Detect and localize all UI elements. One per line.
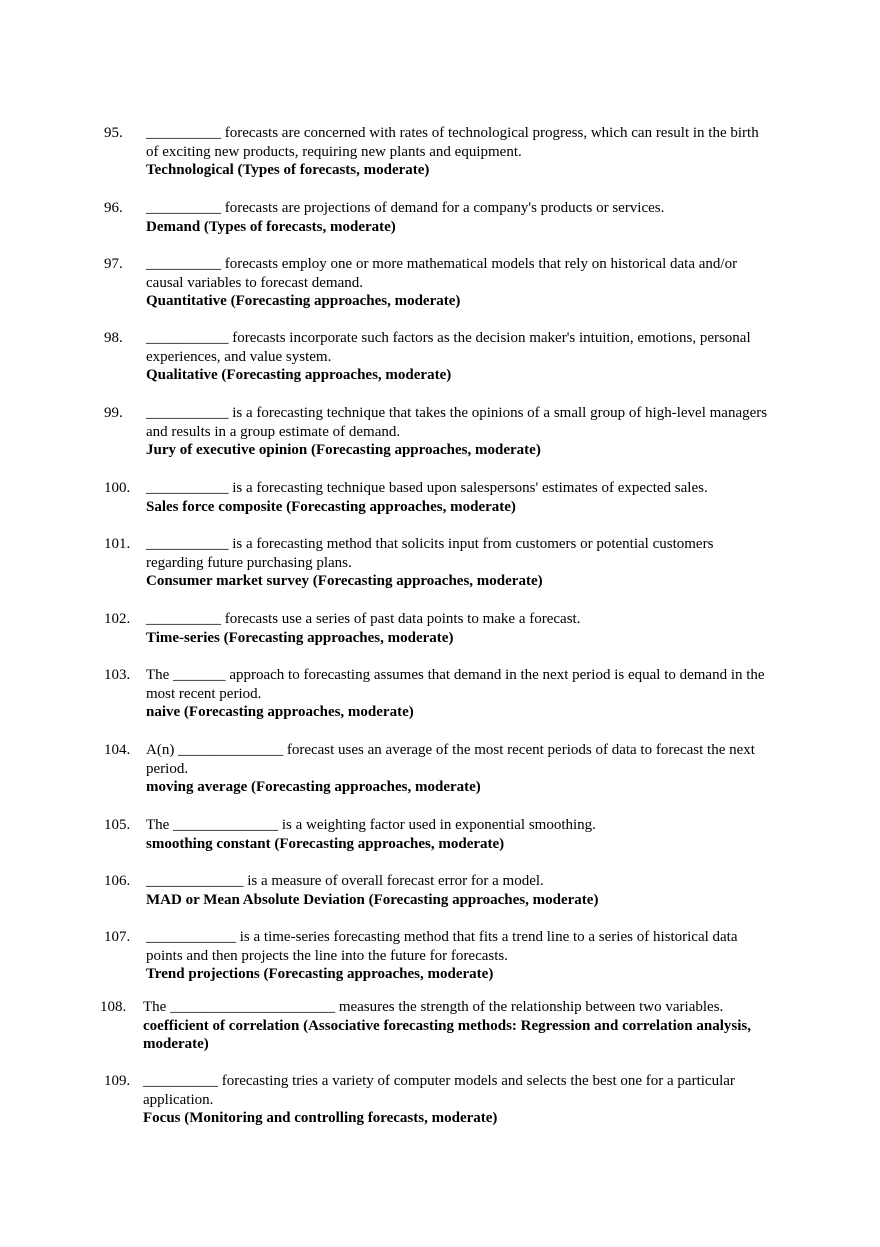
question-text: The ______________________ measures the strength of the relationship between two variables. — [143, 999, 724, 1015]
answer-text: moving average (Forecasting approaches, moderate) — [146, 779, 481, 795]
question-body — [146, 535, 774, 591]
question-number: 95. — [104, 125, 123, 141]
question-text: _____________ is a measure of overall forecast error for a model. — [146, 873, 544, 889]
question-number: 103. — [104, 667, 131, 683]
question-body — [143, 998, 771, 1054]
question-number: 98. — [104, 330, 123, 346]
question-body — [146, 816, 774, 853]
question-number: 102. — [104, 611, 131, 627]
answer-text: Qualitative (Forecasting approaches, moderate) — [146, 367, 452, 383]
answer-text: Trend projections (Forecasting approaches, moderate) — [146, 966, 494, 982]
question-text: ___________ is a forecasting method that solicits input from customers or potential customers regarding future purchasing plans. — [146, 536, 714, 571]
question-number: 108. — [100, 999, 127, 1015]
question-text: The ______________ is a weighting factor used in exponential smoothing. — [146, 817, 596, 833]
answer-text: MAD or Mean Absolute Deviation (Forecasting approaches, moderate) — [146, 891, 599, 908]
question-body — [146, 610, 774, 647]
answer-text: Time-series (Forecasting approaches, moderate) — [146, 629, 454, 646]
answer-text: Quantitative (Forecasting approaches, moderate) — [146, 293, 461, 309]
question-text: ___________ forecasts incorporate such factors as the decision maker's intuition, emotions, personal experiences, and value system. — [146, 330, 751, 365]
question-body — [146, 741, 774, 797]
question-text: __________ forecasting tries a variety of computer models and selects the best one for a particular application. — [143, 1073, 735, 1108]
question-text: A(n) ______________ forecast uses an average of the most recent periods of data to forecast the next period. — [146, 742, 755, 777]
question-body — [146, 199, 774, 236]
question-number: 101. — [104, 536, 131, 552]
answer-text: smoothing constant (Forecasting approaches, moderate) — [146, 835, 505, 852]
answer-text: Consumer market survey (Forecasting approaches, moderate) — [146, 573, 543, 589]
question-text: ___________ is a forecasting technique that takes the opinions of a small group of high-level managers and results in a group estimate of demand. — [146, 405, 768, 440]
answer-text: Jury of executive opinion (Forecasting approaches, moderate) — [146, 442, 541, 458]
question-text: ____________ is a time-series forecasting method that fits a trend line to a series of historical data points and then projects the line into the future for forecasts. — [146, 929, 738, 964]
question-text: __________ forecasts use a series of past data points to make a forecast. — [146, 611, 581, 627]
question-number: 105. — [104, 817, 131, 833]
question-body — [146, 928, 774, 984]
question-number: 104. — [104, 742, 131, 758]
question-body — [146, 124, 774, 180]
question-number: 97. — [104, 256, 123, 272]
question-number: 100. — [104, 480, 131, 496]
answer-text: naive (Forecasting approaches, moderate) — [146, 704, 414, 720]
question-text: __________ forecasts are concerned with rates of technological progress, which can result in the birth of exciting new products, requiring new plants and equipment. — [146, 125, 759, 160]
answer-text: coefficient of correlation (Associative forecasting methods: Regression and correlation analysis, moderate) — [143, 1017, 751, 1052]
question-text: The _______ approach to forecasting assumes that demand in the next period is equal to demand in the most recent period. — [146, 667, 765, 702]
question-number: 106. — [104, 873, 131, 889]
question-number: 96. — [104, 200, 123, 216]
question-body — [146, 404, 774, 460]
question-body — [146, 479, 774, 516]
answer-text: Demand (Types of forecasts, moderate) — [146, 218, 396, 235]
question-number: 107. — [104, 929, 131, 945]
question-number: 109. — [104, 1073, 131, 1089]
question-text: __________ forecasts employ one or more mathematical models that rely on historical data and/or causal variables to forecast demand. — [146, 256, 738, 291]
question-body — [146, 329, 774, 385]
question-number: 99. — [104, 405, 123, 421]
question-body — [143, 1072, 771, 1128]
answer-text: Technological (Types of forecasts, moderate) — [146, 162, 430, 178]
question-text: __________ forecasts are projections of demand for a company's products or services. — [146, 200, 665, 216]
question-text: ___________ is a forecasting technique based upon salespersons' estimates of expected sales. — [146, 480, 708, 496]
answer-text: Focus (Monitoring and controlling forecasts, moderate) — [143, 1110, 498, 1126]
question-body — [146, 872, 774, 909]
question-body — [146, 255, 774, 311]
answer-text: Sales force composite (Forecasting approaches, moderate) — [146, 498, 516, 515]
question-body — [146, 666, 774, 722]
